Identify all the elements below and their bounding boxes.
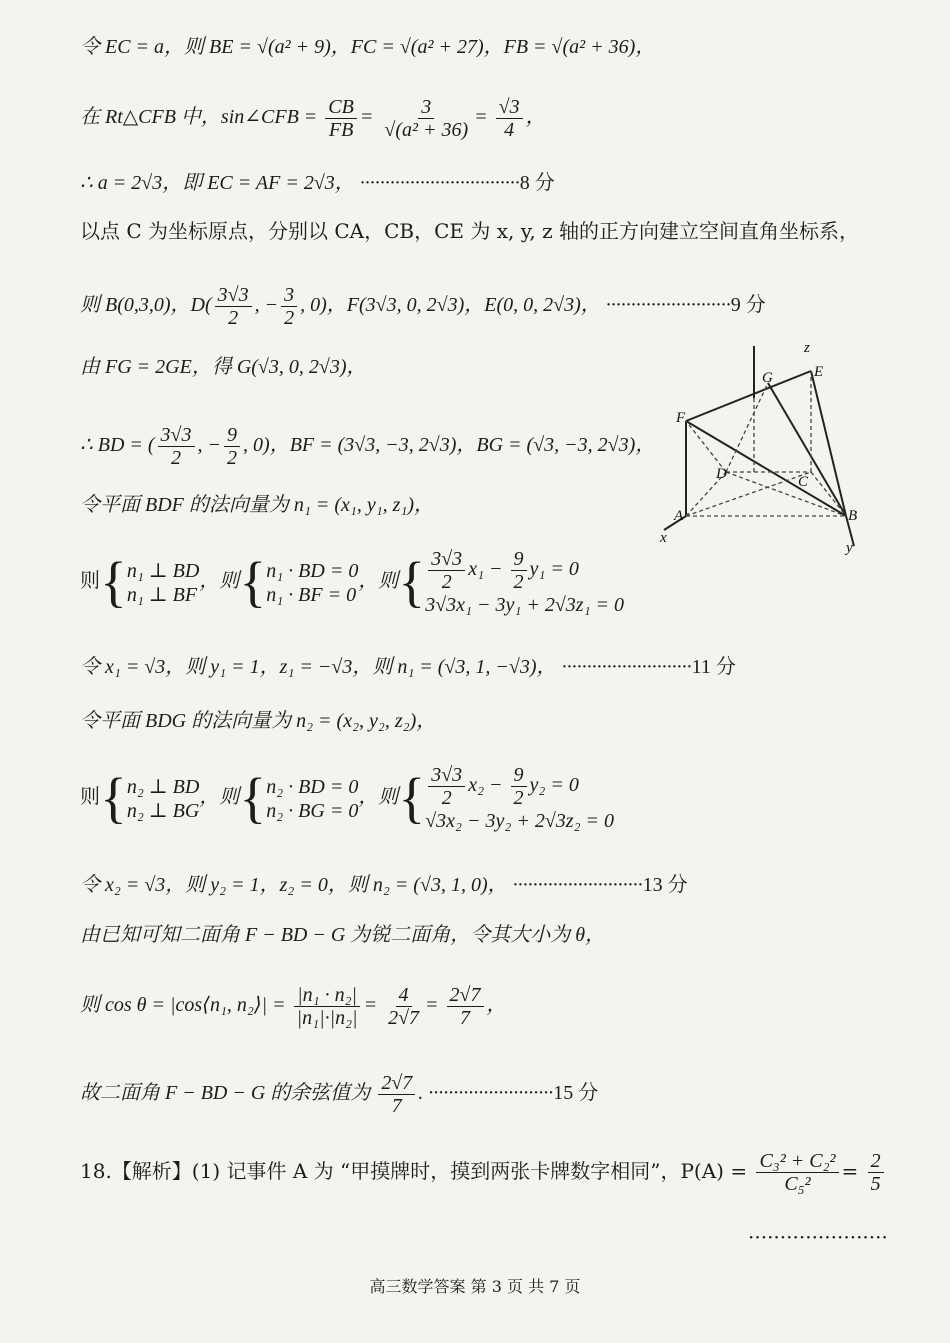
label-C: C — [798, 474, 809, 490]
label-B: B — [848, 508, 858, 524]
line-4: 以点 C 为坐标原点，分别以 CA，CB，CE 为 x, y, z 轴的正方向建立空间直角坐标系， — [80, 219, 859, 243]
label-z: z — [804, 340, 810, 356]
score-8: 8 分 — [519, 172, 555, 194]
label-A: A — [674, 508, 684, 524]
page-footer: 高三数学答案 第 3 页 共 7 页 — [369, 1277, 581, 1296]
label-G: G — [762, 370, 773, 386]
label-F: F — [676, 410, 686, 426]
line-14: 由已知可知二面角 F − BD − G 为锐二面角，令其大小为 θ， — [80, 924, 606, 946]
line-18-dots: ······················ — [748, 1225, 888, 1249]
score-11: 11 分 — [691, 656, 736, 678]
line-7: ∴ BD = ( $\frac{3√3}{2}$ , − $\frac{9}{2}$ , 0)，BF = (3√3, −3, 2√3)，BG = (√3, −3, 2√3)， — [80, 424, 656, 469]
line-17: 18.【解析】(1) 记事件 A 为 “甲摸牌时，摸到两张卡牌数字相同”，P(A) = $\frac{\text{C₃² + C₂²}}{\text{C₅²}}$ = $\frac{2}{5}$ — [80, 1150, 887, 1195]
geometry-figure — [656, 338, 876, 558]
edge-DF — [686, 421, 726, 472]
line-5: 则 B(0,3,0)，D( $\frac{3√3}{2}$ , − $\frac{3}{2}$ , 0)，F(3√3, 0, 2√3)，E(0, 0, 2√3)， ·························9 分 — [80, 284, 766, 329]
line-6: 由 FG = 2GE，得 G(√3, 0, 2√3)， — [80, 356, 367, 378]
line-9: 则{ n₁ ⊥ BD n₁ ⊥ BF ，则{ n₁ · BD = 0 n₁ · BF = 0 ，则{ $\frac{3√3}{2}$ x₁ − $\frac{9}{2}$ y₁ = 0 3√3x₁ − 3y₁ + 2√3z₁ = 0 — [80, 548, 625, 616]
edge-AC — [686, 472, 811, 516]
label-E: E — [814, 364, 824, 380]
edge-DB — [726, 472, 846, 516]
edge-GB — [768, 383, 846, 516]
line-13: 令 x₂ = √3，则 y₂ = 1，z₂ = 0，则 n₂ = (√3, 1, 0)， ··························13 分 — [80, 874, 688, 896]
line-8: 令平面 BDF 的法向量为 n₁ = (x₁, y₁, z₁)， — [80, 494, 435, 516]
label-D: D — [716, 466, 727, 482]
line-3: ∴ a = 2√3，即 EC = AF = 2√3， ································8 分 — [80, 172, 555, 194]
line-15: 则 cos θ = |cos⟨n₁, n₂⟩| = $\frac{\text{|n₁ · n₂|}}{\text{|n₁|·|n₂|}}$ = $\frac{4}{2√7}$ = $\frac{2√7}{7}$ ， — [80, 984, 507, 1029]
line-16: 故二面角 F − BD − G 的余弦值为 $\frac{2√7}{7}$ . ·························15 分 — [80, 1072, 599, 1117]
line-2: 在 Rt△CFB 中，sin∠CFB = $\frac{CB}{FB}$ = $\frac{3}{\text{√(a² + 36)}}$ = $\frac{√3}{4}$ ， — [80, 96, 546, 141]
line-12: 则{ n₂ ⊥ BD n₂ ⊥ BG ，则{ n₂ · BD = 0 n₂ · BG = 0 ，则{ $\frac{3√3}{2}$ x₂ − $\frac{9}{2}$ y₂ = 0 √3x₂ − 3y₂ + 2√3z₂ = 0 — [80, 764, 615, 832]
label-y: y — [846, 540, 853, 556]
edge-FB — [686, 421, 846, 516]
line-11: 令平面 BDG 的法向量为 n₂ = (x₂, y₂, z₂)， — [80, 710, 437, 732]
label-x: x — [660, 530, 667, 546]
score-15: 15 分 — [553, 1082, 599, 1105]
edge-FE — [686, 371, 811, 421]
line-10: 令 x₁ = √3，则 y₁ = 1，z₁ = −√3，则 n₁ = (√3, 1, −√3)， ··························11 分 — [80, 656, 736, 678]
score-9: 9 分 — [730, 294, 766, 317]
score-13: 13 分 — [642, 874, 688, 896]
line-1: 令 EC = a，则 BE = √(a² + 9)，FC = √(a² + 27)，FB = √(a² + 36)， — [80, 36, 656, 58]
